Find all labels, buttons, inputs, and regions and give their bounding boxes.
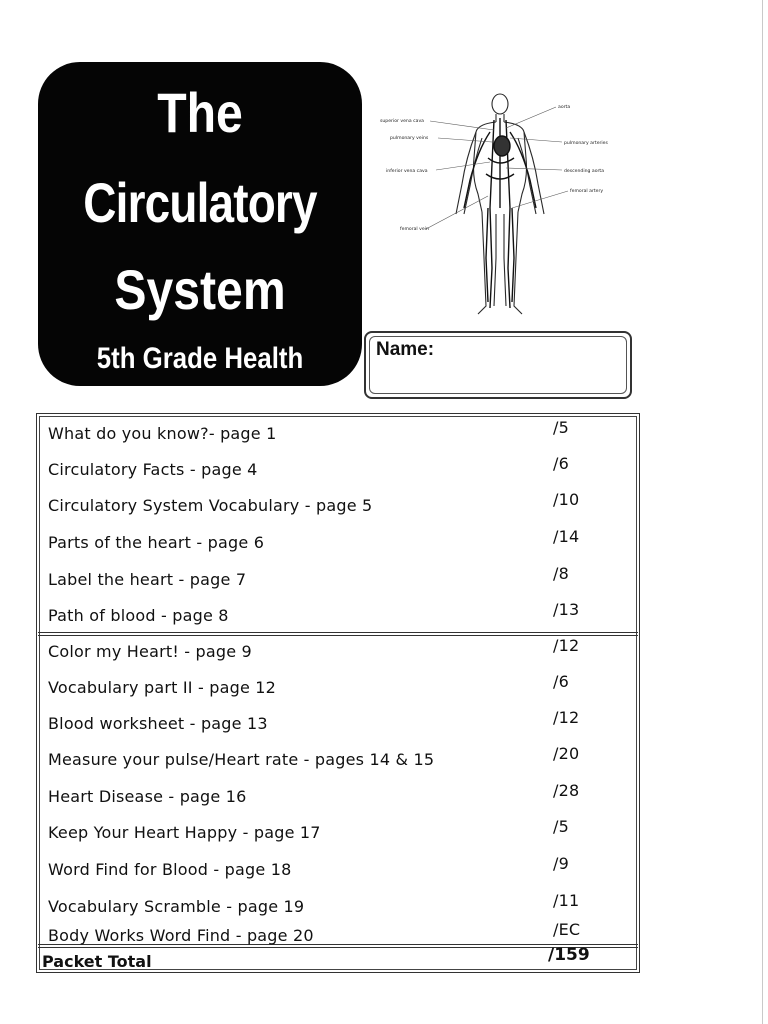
row-label: Circulatory System Vocabulary - page 5	[48, 496, 373, 515]
row-score: /12	[553, 708, 580, 727]
contents-row	[48, 672, 628, 700]
title-line-1: The	[157, 81, 243, 144]
row-score: /6	[553, 672, 569, 691]
label-inferior-vena-cava: inferior vena cava	[386, 169, 428, 174]
label-pulmonary-veins: pulmonary veins	[390, 136, 429, 141]
section-divider	[38, 632, 638, 633]
row-label: Body Works Word Find - page 20	[48, 926, 314, 945]
contents-row	[48, 920, 628, 948]
row-score: /EC	[553, 920, 581, 939]
contents-row	[48, 636, 628, 664]
row-score: /5	[553, 418, 569, 437]
packet-total-row	[42, 945, 622, 973]
section-divider	[38, 635, 638, 636]
contents-row	[48, 891, 628, 919]
row-label: Label the heart - page 7	[48, 570, 247, 589]
name-field-box[interactable]	[364, 331, 632, 399]
label-superior-vena-cava: superior vena cava	[380, 119, 424, 124]
row-score: /13	[553, 600, 580, 619]
packet-total-score: /159	[548, 945, 590, 965]
row-score: /6	[553, 454, 569, 473]
contents-row	[48, 418, 628, 446]
contents-row	[48, 781, 628, 809]
contents-row	[48, 708, 628, 736]
contents-row	[48, 854, 628, 882]
contents-row	[48, 744, 628, 772]
name-label: Name:	[376, 339, 435, 360]
row-label: Color my Heart! - page 9	[48, 642, 252, 661]
row-label: Path of blood - page 8	[48, 606, 229, 625]
title-line-2: Circulatory	[83, 171, 317, 234]
row-score: /9	[553, 854, 569, 873]
label-leaders	[426, 107, 568, 229]
contents-row	[48, 564, 628, 592]
row-score: /28	[553, 781, 580, 800]
label-femoral-vein: femoral vein	[400, 227, 429, 232]
subtitle: 5th Grade Health	[96, 342, 304, 375]
row-label: Circulatory Facts - page 4	[48, 460, 258, 479]
title-line-3: System	[114, 258, 286, 321]
row-label: Keep Your Heart Happy - page 17	[48, 823, 321, 842]
row-score: /8	[553, 564, 569, 583]
contents-row	[48, 527, 628, 555]
contents-row	[48, 600, 628, 628]
row-label: Measure your pulse/Heart rate - pages 14 & 15	[48, 750, 435, 769]
row-score: /5	[553, 817, 569, 836]
label-femoral-artery: femoral artery	[570, 189, 604, 194]
row-label: Vocabulary part II - page 12	[48, 678, 277, 697]
row-label: What do you know?- page 1	[48, 424, 277, 443]
row-score: /20	[553, 744, 580, 763]
label-pulmonary-arteries: pulmonary arteries	[564, 141, 608, 146]
title-block	[38, 62, 362, 386]
label-descending-aorta: descending aorta	[564, 169, 605, 174]
row-score: /12	[553, 636, 580, 655]
row-label: Vocabulary Scramble - page 19	[48, 897, 305, 916]
contents-row	[48, 490, 628, 518]
row-score: /11	[553, 891, 580, 910]
row-label: Blood worksheet - page 13	[48, 714, 268, 733]
label-aorta: aorta	[558, 105, 571, 110]
packet-total-label: Packet Total	[42, 952, 152, 971]
circulatory-system-figure	[378, 88, 628, 323]
contents-row	[48, 454, 628, 482]
contents-row	[48, 817, 628, 845]
row-label: Parts of the heart - page 6	[48, 533, 265, 552]
row-score: /14	[553, 527, 580, 546]
page-edge-line	[762, 0, 763, 1024]
row-score: /10	[553, 490, 580, 509]
row-label: Word Find for Blood - page 18	[48, 860, 292, 879]
row-label: Heart Disease - page 16	[48, 787, 247, 806]
